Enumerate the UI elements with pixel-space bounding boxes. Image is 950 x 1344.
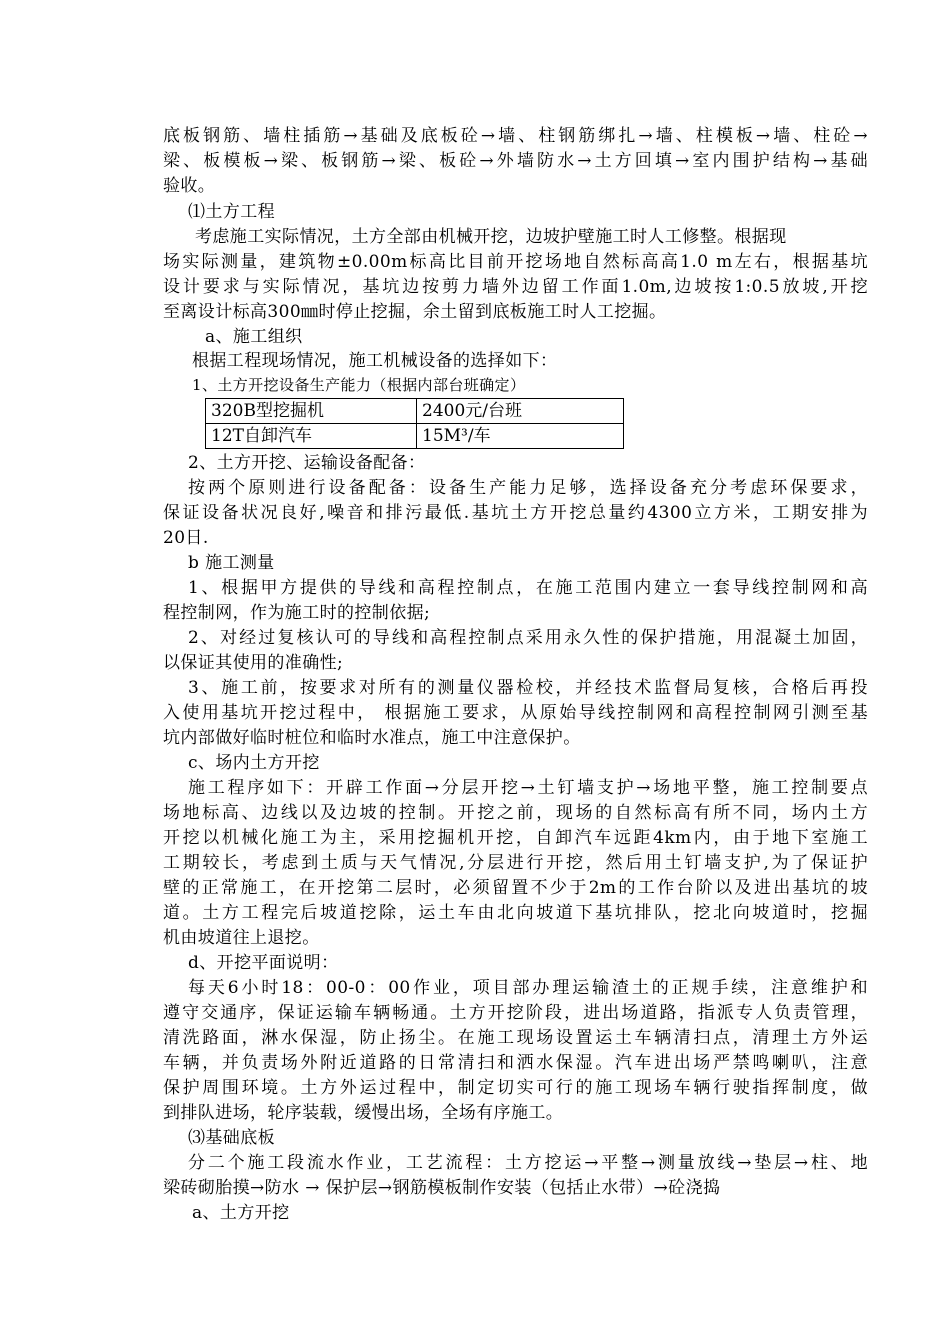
subsection-heading: a、土方开挖 <box>192 1203 290 1223</box>
paragraph-line: 分二个施工段流水作业，工艺流程：土方挖运→平整→测量放线→垫层→柱、地 <box>188 1153 868 1173</box>
paragraph-line: 1、根据甲方提供的导线和高程控制点，在施工范围内建立一套导线控制网和高 <box>188 578 868 598</box>
equipment-table <box>205 398 624 449</box>
paragraph-line: 梁、板模板→梁、板钢筋→梁、板砼→外墙防水→土方回填→室内围护结构→基础 <box>163 151 868 171</box>
section-heading: ⑶基础底板 <box>188 1128 275 1148</box>
paragraph-line: 道。土方工程完后坡道挖除，运土车由北向坡道下基坑排队，挖北向坡道时，挖掘 <box>163 903 868 923</box>
paragraph-line: 2、土方开挖、运输设备配备： <box>188 453 426 473</box>
paragraph-line: 设计要求与实际情况，基坑边按剪力墙外边留工作面1.0m,边坡按1:0.5放坡,开挖 <box>163 277 868 297</box>
paragraph-line: 按两个原则进行设备配备：设备生产能力足够，选择设备充分考虑环保要求， <box>188 478 868 498</box>
paragraph-line: 3、施工前，按要求对所有的测量仪器检校，并经技术监督局复核，合格后再投 <box>188 678 868 698</box>
paragraph-line: 清洗路面，淋水保湿，防止扬尘。在施工现场设置运土车辆清扫点，清理土方外运 <box>163 1028 868 1048</box>
table-caption: 1、土方开挖设备生产能力（根据内部台班确定） <box>192 376 526 394</box>
table-cell: 15M³/车 <box>417 424 624 449</box>
section-heading: ⑴土方工程 <box>188 202 275 222</box>
table-cell: 2400元/台班 <box>417 399 624 424</box>
paragraph-line: 场地标高、边线以及边坡的控制。开挖之前，现场的自然标高有所不同，场内土方 <box>163 803 868 823</box>
paragraph-line: 场实际测量，建筑物±0.00m标高比目前开挖场地自然标高高1.0 m左右，根据基坑 <box>163 252 868 272</box>
paragraph-line: 20日. <box>163 528 209 548</box>
subsection-heading: c、场内土方开挖 <box>188 753 320 773</box>
paragraph-line: 底板钢筋、墙柱插筋→基础及底板砼→墙、柱钢筋绑扎→墙、柱模板→墙、柱砼→ <box>163 126 868 146</box>
subsection-heading: a、施工组织 <box>205 327 303 347</box>
subsection-heading: b 施工测量 <box>188 553 275 573</box>
paragraph-line: 至离设计标高300㎜时停止挖掘，余土留到底板施工时人工挖掘。 <box>163 302 667 322</box>
paragraph-line: 机由坡道往上退挖。 <box>163 928 320 948</box>
paragraph-line: 车辆，并负责场外附近道路的日常清扫和洒水保湿。汽车进出场严禁鸣喇叭，注意 <box>163 1053 868 1073</box>
table-row <box>206 424 624 449</box>
table-cell: 320B型挖掘机 <box>206 399 417 424</box>
paragraph-line: 坑内部做好临时桩位和临时水准点，施工中注意保护。 <box>163 728 581 748</box>
paragraph-line: 保证设备状况良好,噪音和排污最低.基坑土方开挖总量约4300立方米，工期安排为 <box>163 503 868 523</box>
paragraph-line: 遵守交通序，保证运输车辆畅通。土方开挖阶段，进出场道路，指派专人负责管理， <box>163 1003 868 1023</box>
paragraph-line: 梁砖砌胎摸→防水 → 保护层→钢筋模板制作安装（包括止水带）→砼浇捣 <box>163 1178 721 1198</box>
paragraph-line: 2、对经过复核认可的导线和高程控制点采用永久性的保护措施，用混凝土加固， <box>188 628 868 648</box>
subsection-heading: d、开挖平面说明： <box>188 953 339 973</box>
paragraph-line: 工期较长，考虑到土质与天气情况,分层进行开挖，然后用土钉墙支护,为了保证护 <box>163 853 868 873</box>
paragraph-line: 保护周围环境。土方外运过程中，制定切实可行的施工现场车辆行驶指挥制度，做 <box>163 1078 868 1098</box>
paragraph-line: 入使用基坑开挖过程中， 根据施工要求，从原始导线控制网和高程控制网引测至基 <box>163 703 868 723</box>
paragraph-line: 验收。 <box>163 176 216 196</box>
paragraph-line: 到排队进场，轮序装载，缓慢出场，全场有序施工。 <box>163 1103 564 1123</box>
paragraph-line: 每天6小时18：00-0：00作业，项目部办理运输渣土的正规手续，注意维护和 <box>188 978 868 998</box>
table-cell: 12T自卸汽车 <box>206 424 417 449</box>
paragraph-line: 程控制网，作为施工时的控制依据; <box>163 603 431 623</box>
paragraph-line: 考虑施工实际情况，土方全部由机械开挖，边坡护壁施工时人工修整。根据现 <box>195 227 787 247</box>
table-row <box>206 399 624 424</box>
paragraph-line: 根据工程现场情况，施工机械设备的选择如下： <box>192 351 558 371</box>
paragraph-line: 以保证其使用的准确性; <box>163 653 344 673</box>
paragraph-line: 施工程序如下：开辟工作面→分层开挖→土钉墙支护→场地平整，施工控制要点 <box>188 778 868 798</box>
paragraph-line: 壁的正常施工，在开挖第二层时，必须留置不少于2m的工作台阶以及进出基坑的坡 <box>163 878 868 898</box>
paragraph-line: 开挖以机械化施工为主，采用挖掘机开挖，自卸汽车远距4km内，由于地下室施工 <box>163 828 868 848</box>
